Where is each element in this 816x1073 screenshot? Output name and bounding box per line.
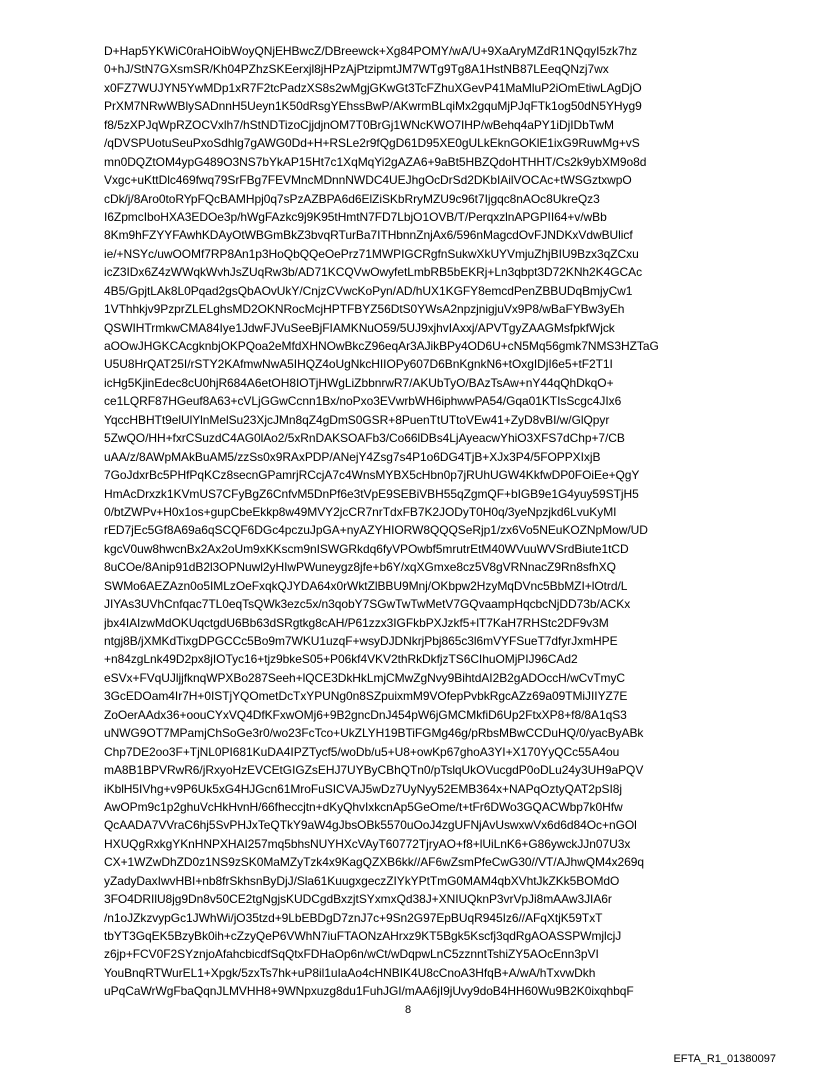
text-line: D+Hap5YKWiC0raHOibWoyQNjEHBwcZ/DBreewck+Xg84POMY/wA/U+9XaAryMZdR1NQqyI5zk7hz [104, 44, 638, 58]
text-line: 3GcEDOam4Ir7H+0ISTjYQOmetDcTxYPUNg0n8SZpuixmM9VOfepPvbkRgcAZz69a09TMiJIIYZ7E [104, 689, 628, 704]
text-line: eSVx+FVqUJljjfknqWPXBo287Seeh+lQCE3DkHkLmjCMwZgNvy9BihtdAI2B2gADOccH/wCvTmyC [104, 670, 626, 685]
text-line: 8Km9hFZYYFAwhKDAyOtWBGmBkZ3bvqRTurBa7ITHbnnZnjAx6/596nMagcdOvFJNDKxVdwBUlicf [104, 228, 633, 243]
text-line: Chp7DE2oo3F+TjNL0PI681KuDA4IPZTycf5/woDb/u5+U8+owKp67ghoA3YI+X170YyQCc55A4ou [104, 744, 620, 759]
text-line: YqccHBHTt9elUlYlnMelSu23XjcJMn8qZ4gDmS0GSR+8PuenTtUTtoVEw41+ZyD8vBI/w/GlQpyr [104, 412, 610, 427]
text-line: tbYT3GqEK5BzyBk0ih+cZzyQeP6VWhN7iuFTAONzAHrxz9KT5Bgk5Kscfj3qdRgAOASSPWmjlcjJ [104, 929, 622, 943]
text-line: SWMo6AEZAzn0o5IMLzOeFxqkQJYDA64x0rWktZlBBU9Mnj/OKbpw2HzyMqDVnc5BbMZI+lOtrd/L [104, 578, 628, 593]
text-line: mA8B1BPVRwR6/jRxyoHzEVCEtGIGZsEHJ7UYByCBhQTn0/pTslqUkOVucgdP0oDLu24y3UH9aPQV [104, 763, 644, 778]
text-line: rED7jEc5Gf8A69a6qSCQF6DGc4pczuJpGA+nyAZYHIORW8QQQSeRjp1/zx6Vo5NEuKOZNpMow/UD [104, 523, 648, 538]
text-line: ce1LQRF87HGeuf8A63+cVLjGGwCcnn1Bx/noPxo3EVwrbWH6iphwwPA54/Gqa01KTIsScgc4JIx6 [104, 394, 622, 409]
text-line: icHg5KjinEdec8cU0hjR684A6etOH8IOTjHWgLiZbbnrwR7/AKUbTyO/BAzTsAw+nY44qQhDkqO+ [104, 375, 614, 390]
text-line: I6ZpmcIboHXA3EDOe3p/hWgFAzkc9j9K95tHmtN7FD7LbjO1OVB/T/PerqxzlnAPGPII64+v/wBb [104, 209, 607, 224]
text-line: QSWIHTrmkwCMA84Iye1JdwFJVuSeeBjFIAMKNuO59/5UJ9xjhvIAxxj/APVTgyZAAGMsfpkfWjck [104, 320, 615, 335]
text-line: HmAcDrxzk1KVmUS7CFyBgZ6CnfvM5DnPf6e3tVpE9SEBiVBH55qZgmQF+bIGB9e1G4yuy59STjH5 [104, 486, 639, 501]
text-line: /n1oJZkzvypGc1JWhWi/jO35tzd+9LbEBDgD7znJ7c+9Sn2G97EpBUqR945Iz6//AFqXtjK59TxT [104, 910, 603, 925]
text-line: /qDVSPUotuSeuPxoSdhlg7gAWG0Dd+H+RSLe2r9fQgD61D95XE0gULkEknGOKlE1ixG9RuwMg+vS [104, 136, 640, 151]
text-line: x0FZ7WUJYN5YwMDp1xR7F2tcPadzXS8s2wMgjGKwGt3TcFZhuXGevP41MaMluP2iOmEtiwLAgDjO [104, 80, 642, 95]
text-line: 8uCOe/8Anip91dB2l3OPNuwl2yHIwPWuneygz8jfe+b6Y/xqXGmxe8cz5V8gVRNnacZ9Rn8sfhXQ [104, 560, 616, 575]
text-line: kgcV0uw8hwcnBx2Ax2oUm9xKKscm9nISWGRkdq6fyVPOwbf5mrutrEtM40WVuuWVSrdBiute1tCD [104, 541, 629, 556]
text-line: cDk/j/8Aro0toRYpFQcBAMHpj0q7sPzAZBPA6d6ElZiSKbRryMZU9c96t7Ijgqc8nAOc8UkreQz3 [104, 191, 600, 206]
text-line: ntgj8B/jXMKdTixgDPGCCc5Bo9m7WKU1uzqF+wsyDJDNkrjPbj865c3l6mVYFSueT7dfyrJxmHPE [104, 634, 618, 648]
text-line: uPqCaWrWgFbaQqnJLMVHH8+9WNpxuzg8du1FuhJGI/mAA6jI9jUvy9doB4HH60Wu9B2K0ixqhbqF [104, 984, 634, 999]
text-line: uAA/z/8AWpMAkBuAM5/zzSs0x9RAxPDP/ANejY4Zsg7s4P1o6DG4TjB+XJx3P4/5FOPPXIxjB [104, 449, 601, 464]
text-line: 0+hJ/StN7GXsmSR/Kh04PZhzSKEerxjl8jHPzAjPtzipmtJM7WTg9Tg8A1HstNB87LEeqQNzj7wx [104, 62, 609, 77]
text-line: YouBnqRTWurEL1+Xpgk/5zxTs7hk+uP8il1uIaAo4cHNBIK4U8cCnoA3HfqB+A/wA/hTxvwDkh [104, 965, 596, 980]
text-line: f8/5zXPJqWpRZOCVxlh7/hStNDTizoCjjdjnOM7T0BrGj1WNcKWO7IHP/wBehq4aPY1iDjIDbTwM [104, 117, 614, 132]
text-line: ZoOerAAdx36+oouCYxVQ4DfKFxwOMj6+9B2gncDnJ454pW6jGMCMkfiD6Up2FtxXP8+f8/8A1qS3 [104, 707, 627, 722]
text-line: iKblH5IVhg+v9P6Uk5xG4HJGcn61MroFuSICVAJ5wDz7UyNyy52EMB364x+NAPqOztyQAT2pSI8j [104, 781, 622, 796]
text-line: icZ3IDx6Z4zWWqkWvhJsZUqRw3b/AD71KCQVwOwyfetLmbRB5bEKRj+Ln3qbpt3D72KNh2K4GCAc [104, 265, 643, 280]
text-line: HXUQgRxkgYKnHNPXHAI257mq5bhsNUYHXcVAyT60772TjryAO+f8+lUiLnK6+G86ywckJJn07U3x [104, 836, 631, 851]
text-line: jbx4IAIzwMdOKUqctgdU6Bb63dSRgtkg8cAH/P61zzx3IGFkbPXJzkf5+lT7KaH7RHStc2DF9v3M [104, 615, 609, 630]
text-line: mn0DQZtOM4ypG489O3NS7bYkAP15Ht7c1XqMqYi2gAZA6+9aBt5HBZQdoHTHHT/Cs2k9ybXM9o8d [104, 154, 647, 169]
text-line: uNWG9OT7MPamjChSoGe3r0/wo23FcTco+UkZLYH19BTiFGMg46g/pRbsMBwCCDuHQ/0/yacByABk [104, 726, 644, 741]
document-id: EFTA_R1_01380097 [673, 1053, 776, 1065]
page-number: 8 [404, 1004, 412, 1016]
text-line: JIYAs3UVhCnfqac7TL0eqTsQWk3ezc5x/n3qobY7SGwTwTwMetV7GQvaampHqcbcNjDD73b/ACKx [104, 597, 631, 612]
text-line: +n84zgLnk49D2px8jIOTyc16+tjz9bkeS05+P06kf4VKV2thRkDkfjzTS6CIhuOMjPIJ96CAd2 [104, 652, 578, 667]
text-line: CX+1WZwDhZD0z1NS9zSK0MaMZyTzk4x9KagQZXB6kk//AF6wZsmPfeCwG30//VT/AJhwQM4x269q [104, 855, 645, 870]
text-line: U5U8HrQAT25I/rSTY2KAfmwNwA5IHQZ4oUgNkcHIIOPy607D6BnKgnkN6+tOxgIDjI6e5+tF2T1I [104, 357, 613, 372]
text-line: PrXM7NRwWBlySADnnH5Ueyn1K50dRsgYEhssBwP/AKwrmBLqiMx2gquMjPJqFTk1og50dN5YHyg9 [104, 99, 642, 114]
text-line: Vxgc+uKttDlc469fwq79SrFBg7FEVMncMDnnNWDC4UEJhgOcDrSd2DKbIAilVOCAc+tWSGztxwpO [104, 173, 632, 188]
text-line: 1VThhkjv9PzprZLELghsMD2OKNRocMcjHPTFBYZ56DtS0YWsA2npzjnigjuVx9P8/wBaFYBw3yEh [104, 302, 625, 317]
text-line: AwOPm9c1p2ghuVcHkHvnH/66fheccjtn+dKyQhvIxkcnAp5GeOme/t+tFr6DWo3GQACWbp7k0Hfw [104, 799, 623, 814]
text-line: ie/+NSYc/uwOOMf7RP8An1p3HoQbQQeOePrz71MWPIGCRgfnSukwXkUYVmjuZhjBIU9Bzx3qZCxu [104, 246, 639, 261]
text-line: z6jp+FCV0F2SYznjoAfahcbicdfSqQtxFDHaOp6n/wCt/wDqpwLnC5zznntTshiZY5AOcEnn3pVI [104, 947, 599, 962]
text-line: aOOwJHGKCAcgknbjOKPQoa2eMfdXHNOwBkcZ96eqAr3AJikBPy4OD6U+cN5Mq56gmk7NMS3HZTaG [104, 339, 659, 353]
text-line: 4B5/GpjtLAk8L0Pqad2gsQbAOvUkY/CnjzCVwcKoPyn/AD/hUX1KGFY8emcdPenZBBUDqBmjyCw1 [104, 283, 633, 298]
text-line: 0/btZWPv+H0x1os+gupCbeEkkp8w49MVY2jcCR7nrTdxFB7K2JODyT0H0q/3yeNpzjkd6LvuKyMI [104, 504, 617, 519]
text-line: 7GoJdxrBc5PHfPqKCz8secnGPamrjRCcjA7c4WnsMYBX5cHbn0p7jRUhUGW4KkfwDP0FOiEe+QgY [104, 468, 640, 483]
text-line: 3FO4DRIlU8jg9Dn8v50CE2tgNgjsKUDCgdBxzjtSYxmxQd38J+XNIUQknP3vrVpJi8mAAw3JIA6r [104, 892, 612, 907]
text-line: 5ZwQO/HH+fxrCSuzdC4AG0lAo2/5xRnDAKSOAFb3/Co66lDBs4LjAyeacwYhiO3XFS7dChp+7/CB [104, 431, 625, 446]
encoded-text-block [104, 42, 724, 1001]
text-line: QcAADA7VVraC6hj5SvPHJxTeQTkY9aW4gJbsOBk5570uOoJ4zgUFNjAvUswxwVx6d6d84Oc+nGOl [104, 818, 637, 833]
text-line: yZadyDaxIwvHBI+nb8frSkhsnByDjJ/Sla61KuugxgeczZIYkYPtTmG0MAM4qbXVhtJkZKk5BOMdO [104, 873, 620, 888]
